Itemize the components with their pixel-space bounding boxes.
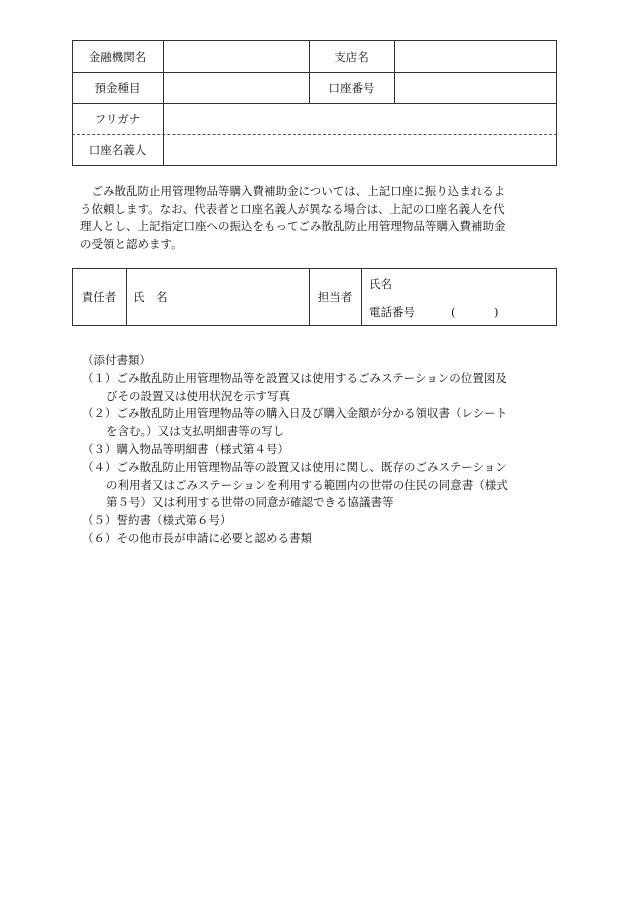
attachment-line: （３）購入物品等明細書（様式第４号）: [82, 441, 289, 456]
attachment-line: （４）ごみ散乱防止用管理物品等の設置又は使用に関し、既存のごみステーション: [82, 459, 507, 474]
attachment-line: びその設置又は使用状況を示す写真: [106, 388, 290, 403]
table-border-top: [72, 40, 557, 41]
attachment-item: [82, 441, 562, 459]
table-row-divider: [72, 72, 557, 73]
phone-paren-open: (: [451, 305, 456, 319]
table-column-divider: [163, 40, 164, 165]
deposit-type-label: 預金種目: [94, 81, 141, 95]
account-holder-label: 口座名義人: [88, 143, 147, 157]
attachments-list: [82, 352, 562, 548]
attachment-line: 第５号）又は利用する世帯の同意が確認できる協議書等: [106, 495, 394, 510]
table-border-top: [72, 268, 557, 269]
attachment-item: [82, 370, 562, 406]
attachment-item: [82, 530, 562, 548]
attachment-line: （１）ごみ散乱防止用管理物品等を設置又は使用するごみステーションの位置図及: [82, 370, 507, 385]
staff-label: 担当者: [317, 290, 353, 304]
phone-area-code-field[interactable]: [460, 301, 490, 319]
responsible-name-label: 氏 名: [133, 290, 168, 304]
table-column-divider: [394, 40, 395, 103]
table-dashed-divider: [72, 134, 557, 135]
statement-line: の受領と認めます。: [80, 236, 183, 251]
institution-field[interactable]: [168, 45, 304, 67]
table-row-divider: [72, 103, 557, 104]
attachments-heading: （添付書類）: [82, 353, 151, 367]
responsible-label: 責任者: [81, 290, 117, 304]
account-number-label: 口座番号: [328, 81, 375, 95]
attachment-line: （６）その他市長が申請に必要と認める書類: [82, 530, 312, 545]
deposit-type-field[interactable]: [168, 76, 304, 98]
account-holder-field[interactable]: [168, 138, 551, 160]
attachment-item: [82, 405, 562, 441]
table-border-bottom: [72, 325, 557, 326]
statement-line: ごみ散乱防止用管理物品等購入費補助金については、上記口座に振り込まれるよ: [80, 184, 506, 198]
account-number-field[interactable]: [399, 76, 551, 98]
table-border-right: [556, 268, 557, 325]
responsible-name-field[interactable]: [190, 283, 304, 309]
attachment-line: （５）誓約書（様式第６号）: [82, 513, 232, 528]
attachment-item: [82, 512, 562, 530]
table-border-bottom: [72, 165, 557, 166]
furigana-field[interactable]: [168, 107, 551, 129]
table-column-divider: [126, 268, 127, 325]
statement-line: 理人とし、上記指定口座への振込をもってごみ散乱防止用管理物品等購入費補助金: [80, 219, 506, 233]
attachment-line: を含む。）又は支払明細書等の写し: [106, 424, 285, 439]
attachment-item: [82, 459, 562, 512]
branch-field[interactable]: [399, 45, 551, 67]
phone-paren-close: ): [494, 305, 499, 319]
attachment-line: （２）ごみ散乱防止用管理物品等の購入日及び購入金額が分かる領収書（レシート: [82, 406, 508, 421]
furigana-label: フリガナ: [94, 112, 141, 126]
institution-label: 金融機関名: [88, 50, 147, 64]
staff-name-field[interactable]: [400, 273, 550, 293]
table-column-divider: [361, 268, 362, 325]
statement-paragraph: [80, 183, 550, 253]
attachment-line: の利用者又はごみステーションを利用する範囲内の世帯の住民の同意書（様式: [106, 477, 508, 492]
phone-label: 電話番号: [369, 305, 415, 319]
table-border-right: [556, 40, 557, 165]
staff-name-label: 氏名: [369, 277, 392, 291]
statement-line: う依頼します。なお、代表者と口座名義人が異なる場合は、上記の口座名義人を代: [80, 201, 505, 216]
branch-label: 支店名: [334, 50, 369, 64]
